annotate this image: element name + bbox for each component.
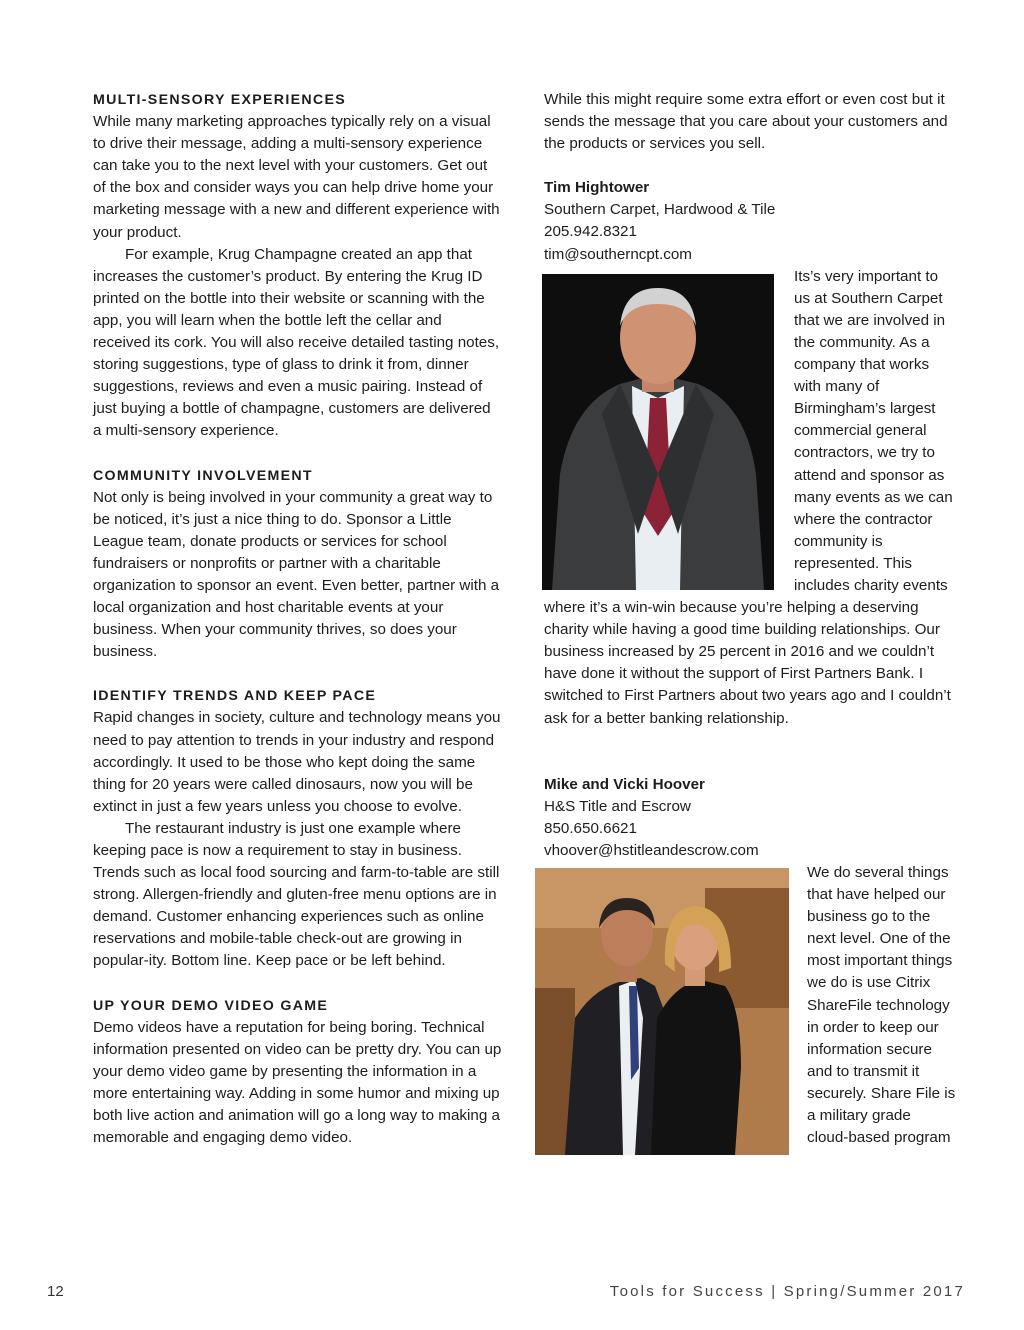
paragraph: Rapid changes in society, culture and technology means you need to pay attention to trends in your industry and respond accordingly. It used to be those who kept doing the same thing for 20 years were called dinosaurs, now you will be extinct in just a few years unless you choose to evolve. <box>93 709 501 815</box>
page-number: 12 <box>47 1283 64 1300</box>
heading-multi-sensory: MULTI-SENSORY EXPERIENCES <box>93 92 346 108</box>
profile-phone: 205.942.8321 <box>544 223 637 241</box>
profile-quote: Its’s very important to us at Southern Carpet that we are involved in the community. As a company that works with many of Birmingham’s largest commercial general contractors, we try to attend and sponsor as many events as we can where the contractor community is represented. This includes charity events where it’s a win-win because you’re helping a deserving charity while having a good time building relationships. Our business increased by 25 percent in 2016 and we couldn’t have done it without the support of First Partners Bank. I switched to First Partners about two years ago and I couldn’t ask for a better banking relationship. <box>544 267 953 727</box>
paragraph: The restaurant industry is just one example where keeping pace is now a requirement to stay in business. Trends such as local food sourcing and farm-to-table are still strong. Allergen-friendly and gluten-free menu options are in demand. Customer enhancing experiences such as online reservations and mobile-table check-out are growing in popular-ity. Bottom line. Keep pace or be left behind. <box>93 819 500 970</box>
paragraph: While many marketing approaches typically rely on a visual to drive their message, adding a multi-sensory experience can take you to the next level with your customers. Get out of the box and consider ways you can help drive home your marketing message with a new and different experience with your product. <box>93 113 500 241</box>
right-column <box>544 89 956 1155</box>
paragraph: For example, Krug Champagne created an app that increases the customer’s product. By entering the Krug ID printed on the bottle into their website or scanning with the app, you will learn when the bottle left the cellar and received its cork. You will also receive detailed tasting notes, storing suggestions, type of glass to drink it from, dinner suggestions, reviews and even a music pairing. Instead of just buying a bottle of champagne, customers are delivered a multi-sensory experience. <box>93 245 500 440</box>
profile-email: vhoover@hstitleandescrow.com <box>544 841 759 859</box>
profile-company: H&S Title and Escrow <box>544 797 691 815</box>
profile-hoover <box>544 774 956 1150</box>
intro-paragraph: While this might require some extra effort or even cost but it sends the message that you care about your customers and the products or services you sell. <box>544 91 948 153</box>
heading-community-involvement: COMMUNITY INVOLVEMENT <box>93 467 313 484</box>
profile-email: tim@southerncpt.com <box>544 245 692 263</box>
profile-name: Mike and Vicki Hoover <box>544 775 705 793</box>
publication-title: Tools for Success | Spring/Summer 2017 <box>609 1283 965 1300</box>
paragraph: Demo videos have a reputation for being boring. Technical information presented on video can be pretty dry. You can up your demo video game by presenting the information in a more entertaining way. Adding in some humor and mixing up both live action and animation will go a long way to making a memorable and engaging demo video. <box>93 1018 502 1147</box>
profile-phone: 850.650.6621 <box>544 819 637 837</box>
profile-name: Tim Hightower <box>544 179 650 197</box>
portrait-photo <box>542 274 774 590</box>
paragraph: Not only is being involved in your community a great way to be noticed, it’s just a nice thing to do. Sponsor a Little League team, donate products or services for school fundraisers or nonprofits or partner with a charitable organization to sponsor an event. Even better, partner with a local organization and host charitable events at your business. When your community thrives, so does your business. <box>93 488 500 661</box>
heading-demo-video: UP YOUR DEMO VIDEO GAME <box>93 997 329 1014</box>
heading-identify-trends: IDENTIFY TRENDS AND KEEP PACE <box>93 688 377 705</box>
profile-tim-hightower <box>544 177 956 729</box>
couple-photo <box>535 868 789 1155</box>
profile-company: Southern Carpet, Hardwood & Tile <box>544 201 776 219</box>
left-column <box>93 89 503 1149</box>
profile-quote: We do several things that have helped our business go to the next level. One of the most important things we do is use Citrix ShareFile technology in order to keep our information secure and to transmit it securely. Share File is a military grade cloud-based program <box>807 864 956 1147</box>
